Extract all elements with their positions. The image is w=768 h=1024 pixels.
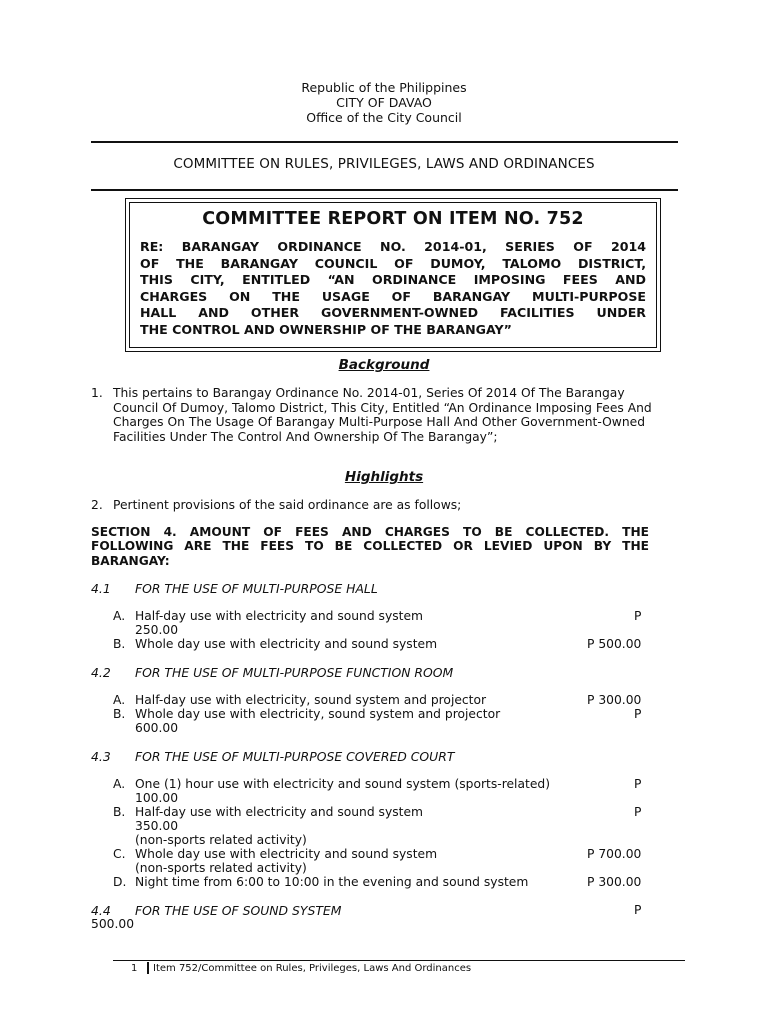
report-subject-line: RE: BARANGAY ORDINANCE NO. 2014-01, SERIES OF 2014 (140, 239, 646, 254)
fee-description: Half-day use with electricity, sound system and projector (135, 693, 487, 707)
fee-description: Half-day use with electricity and sound system (135, 609, 424, 623)
report-subject-line: OF THE BARANGAY COUNCIL OF DUMOY, TALOMO DISTRICT, (140, 255, 646, 271)
fee-price: P (634, 777, 642, 791)
fee-price: P (634, 707, 642, 721)
fee-price: P (634, 609, 642, 623)
report-subject-line: THIS CITY, ENTITLED “AN ORDINANCE IMPOSING FEES AND (140, 272, 646, 288)
section-4-line: SECTION 4. AMOUNT OF FEES AND CHARGES TO BE COLLECTED. THE (91, 525, 649, 539)
fee-description: Whole day use with electricity, sound system and projector (135, 707, 501, 721)
highlights-heading: Highlights (344, 469, 424, 485)
fee-price: P (634, 903, 642, 917)
fee-price-continued: 100.00 (135, 791, 179, 805)
subsection-title: FOR THE USE OF MULTI-PURPOSE HALL (135, 581, 378, 596)
fee-price-continued: 600.00 (135, 721, 179, 735)
section-4-heading (91, 525, 649, 568)
fee-price-continued: 250.00 (135, 623, 179, 637)
subsection-title: FOR THE USE OF MULTI-PURPOSE FUNCTION ROOM (135, 665, 454, 680)
subsection-number: 4.2 (91, 665, 111, 680)
report-title-box (125, 198, 661, 352)
paragraph-number: 1. (91, 386, 103, 400)
fee-letter: A. (113, 777, 126, 791)
committee-name: COMMITTEE ON RULES, PRIVILEGES, LAWS AND ORDINANCES (173, 156, 595, 172)
footer-rule (113, 960, 685, 961)
fee-letter: C. (113, 847, 126, 861)
page-number: 1 (131, 963, 138, 974)
report-subject-line: HALL AND OTHER GOVERNMENT-OWNED FACILITIES UNDER (140, 305, 646, 321)
header-rule-top (91, 141, 678, 143)
footer-text: Item 752/Committee on Rules, Privileges, Laws And Ordinances (153, 963, 472, 974)
report-subject-line: THE CONTROL AND OWNERSHIP OF THE BARANGAY” (140, 321, 512, 337)
fee-letter: A. (113, 693, 126, 707)
fee-description: Night time from 6:00 to 10:00 in the evening and sound system (135, 875, 529, 889)
background-heading: Background (338, 357, 430, 373)
fee-description: One (1) hour use with electricity and sound system (sports-related) (135, 777, 550, 791)
fee-letter: B. (113, 637, 126, 651)
paragraph-number: 2. (91, 498, 103, 512)
footer-separator (147, 962, 149, 974)
header-republic: Republic of the Philippines (301, 80, 467, 95)
highlights-text: Pertinent provisions of the said ordinance are as follows; (113, 498, 462, 512)
fee-price: P 300.00 (587, 693, 642, 707)
header-city: CITY OF DAVAO (336, 95, 432, 110)
background-text: This pertains to Barangay Ordinance No. 2014-01, Series Of 2014 Of The Barangay Council Of Dumoy, Talomo District, This City, Entitled “An Ordinance Imposing Fees And Charges On The Usage Of Barangay Multi-Purpose Hall And Other Government-Owned Facilities Under The Control And Ownership Of The Barangay”; (113, 386, 652, 444)
report-title: COMMITTEE REPORT ON ITEM NO. 752 (202, 209, 584, 229)
fee-note: (non-sports related activity) (135, 861, 307, 875)
report-subject-line: CHARGES ON THE USAGE OF BARANGAY MULTI-PURPOSE (140, 288, 646, 304)
fee-description: Whole day use with electricity and sound system (135, 637, 438, 651)
report-title-box-inner (129, 202, 657, 348)
header-office: Office of the City Council (306, 110, 462, 125)
fee-letter: B. (113, 805, 126, 819)
fee-price: P 500.00 (587, 637, 642, 651)
fee-description: Half-day use with electricity and sound system (135, 805, 424, 819)
subsection-number: 4.1 (91, 581, 111, 596)
fee-price-continued: 350.00 (135, 819, 179, 833)
fee-note: (non-sports related activity) (135, 833, 307, 847)
fee-letter: A. (113, 609, 126, 623)
section-4-line: FOLLOWING ARE THE FEES TO BE COLLECTED OR LEVIED UPON BY THE (91, 539, 649, 554)
report-subject (140, 239, 646, 339)
fee-price: P 300.00 (587, 875, 642, 889)
fee-price: P 700.00 (587, 847, 642, 861)
subsection-title: FOR THE USE OF SOUND SYSTEM (135, 903, 342, 918)
subsection-number: 4.3 (91, 749, 111, 764)
subsection-number: 4.4 (91, 903, 111, 918)
fee-letter: D. (113, 875, 127, 889)
fee-letter: B. (113, 707, 126, 721)
subsection-title: FOR THE USE OF MULTI-PURPOSE COVERED COURT (135, 749, 455, 764)
header-rule-bottom (91, 189, 678, 191)
fee-price-continued: 500.00 (91, 917, 135, 931)
fee-price: P (634, 805, 642, 819)
fee-description: Whole day use with electricity and sound system (135, 847, 438, 861)
section-4-line: BARANGAY: (91, 553, 170, 568)
